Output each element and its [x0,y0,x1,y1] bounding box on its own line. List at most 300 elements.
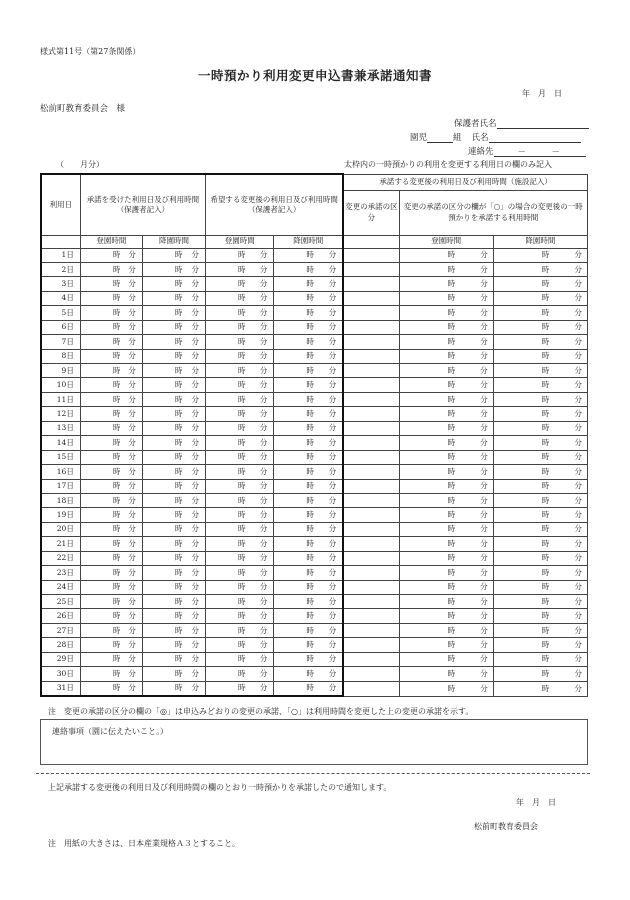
desired-departure-cell[interactable]: 時 分 [274,392,343,406]
desired-departure-cell[interactable]: 時 分 [274,551,343,565]
table-row [41,306,588,320]
facility-arrival-cell[interactable]: 時 分 [399,262,493,276]
facility-departure-cell[interactable]: 時 分 [493,421,587,435]
desired-departure-cell[interactable]: 時 分 [274,623,343,637]
facility-departure-cell[interactable]: 時 分 [493,551,587,565]
facility-departure-cell[interactable]: 時 分 [493,364,587,378]
day-label: 28日 [41,638,80,652]
facility-arrival-cell[interactable]: 時 分 [399,623,493,637]
desired-departure-cell[interactable]: 時 分 [274,291,343,305]
guardian-name-label: 保護者氏名 [454,119,497,129]
category-cell[interactable] [343,248,399,262]
day-label: 7日 [41,335,80,349]
facility-departure-cell[interactable]: 時 分 [493,277,587,291]
facility-arrival-cell[interactable]: 時 分 [399,551,493,565]
category-cell[interactable] [343,681,399,696]
desired-arrival-cell[interactable]: 時 分 [206,537,274,551]
approved-departure-cell[interactable]: 時 分 [142,681,205,696]
facility-arrival-cell[interactable]: 時 分 [399,436,493,450]
desired-arrival-cell[interactable]: 時 分 [206,638,274,652]
approved-departure-cell[interactable]: 時 分 [142,508,205,522]
category-cell[interactable] [343,551,399,565]
approved-departure-cell[interactable]: 時 分 [142,421,205,435]
approved-arrival-cell[interactable]: 時 分 [80,537,142,551]
approved-departure-cell[interactable]: 時 分 [142,623,205,637]
table-row [41,248,588,262]
category-cell[interactable] [343,364,399,378]
facility-arrival-cell[interactable]: 時 分 [399,580,493,594]
day-label: 29日 [41,652,80,666]
facility-departure-cell[interactable]: 時 分 [493,638,587,652]
desired-departure-cell[interactable]: 時 分 [274,378,343,392]
desired-arrival-cell[interactable]: 時 分 [206,479,274,493]
facility-departure-cell[interactable]: 時 分 [493,522,587,536]
desired-departure-cell[interactable]: 時 分 [274,638,343,652]
facility-departure-cell[interactable]: 時 分 [493,566,587,580]
approved-arrival-cell[interactable]: 時 分 [80,522,142,536]
approved-arrival-cell[interactable]: 時 分 [80,349,142,363]
approved-arrival-cell[interactable]: 時 分 [80,566,142,580]
table-row [41,623,588,637]
approved-arrival-cell[interactable]: 時 分 [80,306,142,320]
desired-arrival-cell[interactable]: 時 分 [206,580,274,594]
table-row [41,465,588,479]
desired-departure-cell[interactable]: 時 分 [274,479,343,493]
approved-departure-cell[interactable]: 時 分 [142,638,205,652]
facility-departure-cell[interactable]: 時 分 [493,407,587,421]
contact-separator-1: － [517,148,527,158]
facility-departure-cell[interactable]: 時 分 [493,580,587,594]
category-cell[interactable] [343,465,399,479]
approved-arrival-cell[interactable]: 時 分 [80,479,142,493]
desired-departure-cell[interactable]: 時 分 [274,667,343,681]
issuer: 松前町教育委員会 [474,822,538,831]
desired-arrival-cell[interactable]: 時 分 [206,436,274,450]
approved-arrival-cell[interactable]: 時 分 [80,392,142,406]
table-row [41,291,588,305]
approved-arrival-cell[interactable]: 時 分 [80,335,142,349]
subheader-blank [41,235,80,248]
desired-departure-cell[interactable]: 時 分 [274,262,343,276]
desired-arrival-cell[interactable]: 時 分 [206,277,274,291]
table-row [41,580,588,594]
category-cell[interactable] [343,508,399,522]
approved-departure-cell[interactable]: 時 分 [142,493,205,507]
category-cell[interactable] [343,277,399,291]
category-cell[interactable] [343,479,399,493]
note-paper-size: 注 用紙の大きさは、日本産業規格Ａ３とすること。 [48,839,240,848]
desired-departure-cell[interactable]: 時 分 [274,522,343,536]
desired-departure-cell[interactable]: 時 分 [274,335,343,349]
facility-arrival-cell[interactable]: 時 分 [399,392,493,406]
facility-departure-cell[interactable]: 時 分 [493,349,587,363]
desired-arrival-cell[interactable]: 時 分 [206,306,274,320]
category-cell[interactable] [343,349,399,363]
desired-arrival-cell[interactable]: 時 分 [206,595,274,609]
day-label: 15日 [41,450,80,464]
desired-arrival-cell[interactable]: 時 分 [206,392,274,406]
facility-departure-cell[interactable]: 時 分 [493,595,587,609]
day-label: 9日 [41,364,80,378]
day-label: 31日 [41,681,80,696]
table-row [41,681,588,696]
facility-departure-cell[interactable]: 時 分 [493,537,587,551]
category-cell[interactable] [343,623,399,637]
category-cell[interactable] [343,392,399,406]
facility-arrival-cell[interactable]: 時 分 [399,638,493,652]
table-row [41,522,588,536]
approved-arrival-cell[interactable]: 時 分 [80,262,142,276]
subheader-departure-1: 降園時間 [142,235,205,248]
facility-departure-cell[interactable]: 時 分 [493,392,587,406]
table-row [41,320,588,334]
approved-departure-cell[interactable]: 時 分 [142,364,205,378]
table-row [41,479,588,493]
facility-departure-cell[interactable]: 時 分 [493,450,587,464]
approved-arrival-cell[interactable]: 時 分 [80,291,142,305]
facility-departure-cell[interactable]: 時 分 [493,681,587,696]
facility-arrival-cell[interactable]: 時 分 [399,421,493,435]
facility-arrival-cell[interactable]: 時 分 [399,378,493,392]
facility-arrival-cell[interactable]: 時 分 [399,306,493,320]
facility-arrival-cell[interactable]: 時 分 [399,522,493,536]
facility-arrival-cell[interactable]: 時 分 [399,493,493,507]
approved-arrival-cell[interactable]: 時 分 [80,450,142,464]
table-row [41,407,588,421]
facility-arrival-cell[interactable]: 時 分 [399,291,493,305]
desired-departure-cell[interactable]: 時 分 [274,465,343,479]
approved-departure-cell[interactable]: 時 分 [142,551,205,565]
table-row [41,450,588,464]
day-label: 25日 [41,595,80,609]
desired-departure-cell[interactable]: 時 分 [274,508,343,522]
table-row [41,652,588,666]
facility-arrival-cell[interactable]: 時 分 [399,335,493,349]
approved-departure-cell[interactable]: 時 分 [142,522,205,536]
facility-departure-cell[interactable]: 時 分 [493,623,587,637]
facility-arrival-cell[interactable]: 時 分 [399,479,493,493]
approved-arrival-cell[interactable]: 時 分 [80,667,142,681]
category-cell[interactable] [343,493,399,507]
category-cell[interactable] [343,421,399,435]
category-cell[interactable] [343,335,399,349]
approved-departure-cell[interactable]: 時 分 [142,450,205,464]
approved-arrival-cell[interactable]: 時 分 [80,320,142,334]
desired-arrival-cell[interactable]: 時 分 [206,465,274,479]
desired-arrival-cell[interactable]: 時 分 [206,349,274,363]
subheader-category-blank [343,235,399,248]
desired-departure-cell[interactable]: 時 分 [274,450,343,464]
desired-departure-cell[interactable]: 時 分 [274,407,343,421]
approved-departure-cell[interactable]: 時 分 [142,378,205,392]
day-label: 2日 [41,262,80,276]
approved-arrival-cell[interactable]: 時 分 [80,248,142,262]
facility-departure-cell[interactable]: 時 分 [493,479,587,493]
approved-departure-cell[interactable]: 時 分 [142,465,205,479]
facility-departure-cell[interactable]: 時 分 [493,465,587,479]
desired-departure-cell[interactable]: 時 分 [274,609,343,623]
header-category: 変更の承諾の区分 [343,190,399,235]
day-label: 1日 [41,248,80,262]
desired-departure-cell[interactable]: 時 分 [274,580,343,594]
facility-departure-cell[interactable]: 時 分 [493,248,587,262]
table-row [41,378,588,392]
approved-departure-cell[interactable]: 時 分 [142,595,205,609]
desired-departure-cell[interactable]: 時 分 [274,320,343,334]
facility-departure-cell[interactable]: 時 分 [493,291,587,305]
facility-arrival-cell[interactable]: 時 分 [399,364,493,378]
desired-arrival-cell[interactable]: 時 分 [206,609,274,623]
approved-departure-cell[interactable]: 時 分 [142,609,205,623]
day-label: 21日 [41,537,80,551]
desired-arrival-cell[interactable]: 時 分 [206,522,274,536]
day-label: 30日 [41,667,80,681]
desired-arrival-cell[interactable]: 時 分 [206,291,274,305]
desired-arrival-cell[interactable]: 時 分 [206,378,274,392]
day-label: 18日 [41,493,80,507]
category-cell[interactable] [343,306,399,320]
guardian-name-field [454,117,589,129]
category-cell[interactable] [343,262,399,276]
desired-arrival-cell[interactable]: 時 分 [206,652,274,666]
category-cell[interactable] [343,609,399,623]
facility-arrival-cell[interactable]: 時 分 [399,609,493,623]
addressee: 松前町教育委員会 様 [40,104,126,114]
facility-arrival-cell[interactable]: 時 分 [399,508,493,522]
facility-departure-cell[interactable]: 時 分 [493,306,587,320]
desired-arrival-cell[interactable]: 時 分 [206,248,274,262]
guardian-name-line[interactable] [497,119,589,129]
category-cell[interactable] [343,522,399,536]
approved-arrival-cell[interactable]: 時 分 [80,508,142,522]
table-row [41,537,588,551]
memo-label: 連絡事項（園に伝えたいこと。） [52,727,168,736]
desired-departure-cell[interactable]: 時 分 [274,364,343,378]
contact-line[interactable] [494,147,586,157]
day-label: 19日 [41,508,80,522]
approved-departure-cell[interactable]: 時 分 [142,407,205,421]
desired-arrival-cell[interactable]: 時 分 [206,320,274,334]
facility-arrival-cell[interactable]: 時 分 [399,566,493,580]
approved-departure-cell[interactable]: 時 分 [142,537,205,551]
facility-departure-cell[interactable]: 時 分 [493,378,587,392]
submission-date: 年 月 日 [522,89,562,98]
desired-departure-cell[interactable]: 時 分 [274,306,343,320]
category-cell[interactable] [343,638,399,652]
header-time-change: 変更の承諾の区分の欄が「○」の場合の変更後の一時預かりを承諾する利用時間 [399,190,587,235]
approved-arrival-cell[interactable]: 時 分 [80,638,142,652]
desired-arrival-cell[interactable]: 時 分 [206,681,274,696]
child-name-label: 氏名 [471,133,489,143]
table-row [41,436,588,450]
instruction-text: 太枠内の一時預かりの利用を変更する利用日の欄のみ記入 [344,160,552,169]
table-row [41,335,588,349]
desired-departure-cell[interactable]: 時 分 [274,566,343,580]
table-row [41,364,588,378]
document-title: 一時預かり利用変更申込書兼承諾通知書 [197,68,432,83]
approved-arrival-cell[interactable]: 時 分 [80,652,142,666]
desired-arrival-cell[interactable]: 時 分 [206,566,274,580]
approved-arrival-cell[interactable]: 時 分 [80,609,142,623]
day-label: 22日 [41,551,80,565]
desired-arrival-cell[interactable]: 時 分 [206,364,274,378]
facility-departure-cell[interactable]: 時 分 [493,609,587,623]
approved-arrival-cell[interactable]: 時 分 [80,277,142,291]
approved-arrival-cell[interactable]: 時 分 [80,436,142,450]
facility-departure-cell[interactable]: 時 分 [493,335,587,349]
facility-departure-cell[interactable]: 時 分 [493,667,587,681]
facility-departure-cell[interactable]: 時 分 [493,320,587,334]
desired-arrival-cell[interactable]: 時 分 [206,407,274,421]
facility-departure-cell[interactable]: 時 分 [493,508,587,522]
facility-arrival-cell[interactable]: 時 分 [399,652,493,666]
approved-arrival-cell[interactable]: 時 分 [80,378,142,392]
table-row [41,508,588,522]
form-number: 様式第11号（第27条関係） [40,47,141,56]
desired-departure-cell[interactable]: 時 分 [274,595,343,609]
child-class-line[interactable] [427,133,453,143]
category-cell[interactable] [343,667,399,681]
category-cell[interactable] [343,537,399,551]
approved-arrival-cell[interactable]: 時 分 [80,421,142,435]
cut-line [36,773,590,774]
approved-arrival-cell[interactable]: 時 分 [80,623,142,637]
approved-departure-cell[interactable]: 時 分 [142,291,205,305]
day-label: 14日 [41,436,80,450]
approved-departure-cell[interactable]: 時 分 [142,248,205,262]
day-label: 8日 [41,349,80,363]
category-cell[interactable] [343,407,399,421]
facility-arrival-cell[interactable]: 時 分 [399,450,493,464]
desired-departure-cell[interactable]: 時 分 [274,248,343,262]
approved-arrival-cell[interactable]: 時 分 [80,407,142,421]
category-cell[interactable] [343,436,399,450]
desired-arrival-cell[interactable]: 時 分 [206,421,274,435]
day-label: 12日 [41,407,80,421]
approved-departure-cell[interactable]: 時 分 [142,349,205,363]
desired-departure-cell[interactable]: 時 分 [274,493,343,507]
approved-arrival-cell[interactable]: 時 分 [80,551,142,565]
approved-arrival-cell[interactable]: 時 分 [80,595,142,609]
desired-arrival-cell[interactable]: 時 分 [206,262,274,276]
day-label: 20日 [41,522,80,536]
desired-departure-cell[interactable]: 時 分 [274,681,343,696]
header-desired: 希望する変更後の利用日及び利用時間（保護者記入） [206,174,344,235]
category-cell[interactable] [343,291,399,305]
approved-departure-cell[interactable]: 時 分 [142,262,205,276]
approved-arrival-cell[interactable]: 時 分 [80,493,142,507]
approved-departure-cell[interactable]: 時 分 [142,306,205,320]
approved-departure-cell[interactable]: 時 分 [142,277,205,291]
schedule-table [40,173,588,697]
child-name-line[interactable] [489,133,581,143]
subheader-arrival-1: 登園時間 [80,235,142,248]
approved-arrival-cell[interactable]: 時 分 [80,580,142,594]
approved-departure-cell[interactable]: 時 分 [142,580,205,594]
table-row [41,277,588,291]
desired-arrival-cell[interactable]: 時 分 [206,623,274,637]
category-cell[interactable] [343,580,399,594]
category-cell[interactable] [343,450,399,464]
approved-departure-cell[interactable]: 時 分 [142,566,205,580]
day-label: 3日 [41,277,80,291]
facility-arrival-cell[interactable]: 時 分 [399,465,493,479]
category-cell[interactable] [343,378,399,392]
desired-departure-cell[interactable]: 時 分 [274,436,343,450]
desired-arrival-cell[interactable]: 時 分 [206,667,274,681]
category-cell[interactable] [343,320,399,334]
approved-departure-cell[interactable]: 時 分 [142,320,205,334]
category-cell[interactable] [343,566,399,580]
approved-departure-cell[interactable]: 時 分 [142,436,205,450]
category-cell[interactable] [343,652,399,666]
facility-arrival-cell[interactable]: 時 分 [399,320,493,334]
approved-departure-cell[interactable]: 時 分 [142,667,205,681]
day-label: 23日 [41,566,80,580]
day-label: 4日 [41,291,80,305]
subheader-departure-2: 降園時間 [274,235,343,248]
approved-departure-cell[interactable]: 時 分 [142,335,205,349]
desired-departure-cell[interactable]: 時 分 [274,277,343,291]
facility-arrival-cell[interactable]: 時 分 [399,277,493,291]
table-row [41,551,588,565]
facility-arrival-cell[interactable]: 時 分 [399,595,493,609]
approval-text: 上記承諾する変更後の利用日及び利用時間の欄のとおり一時預かりを承諾したので通知します。 [48,783,392,792]
contact-field [468,145,586,157]
table-row [41,638,588,652]
header-day: 利用日 [41,174,80,235]
approved-arrival-cell[interactable]: 時 分 [80,364,142,378]
facility-departure-cell[interactable]: 時 分 [493,262,587,276]
day-label: 24日 [41,580,80,594]
facility-arrival-cell[interactable]: 時 分 [399,681,493,696]
table-row [41,262,588,276]
approved-departure-cell[interactable]: 時 分 [142,479,205,493]
facility-arrival-cell[interactable]: 時 分 [399,537,493,551]
day-label: 16日 [41,465,80,479]
desired-departure-cell[interactable]: 時 分 [274,537,343,551]
contact-separator-2: － [551,148,561,158]
approved-departure-cell[interactable]: 時 分 [142,392,205,406]
desired-arrival-cell[interactable]: 時 分 [206,450,274,464]
header-facility: 承諾する変更後の利用日及び利用時間（施設記入） [343,174,587,190]
facility-departure-cell[interactable]: 時 分 [493,436,587,450]
desired-arrival-cell[interactable]: 時 分 [206,335,274,349]
facility-arrival-cell[interactable]: 時 分 [399,349,493,363]
day-label: 11日 [41,392,80,406]
desired-arrival-cell[interactable]: 時 分 [206,493,274,507]
category-cell[interactable] [343,595,399,609]
facility-departure-cell[interactable]: 時 分 [493,652,587,666]
facility-departure-cell[interactable]: 時 分 [493,493,587,507]
facility-arrival-cell[interactable]: 時 分 [399,407,493,421]
desired-arrival-cell[interactable]: 時 分 [206,551,274,565]
approved-arrival-cell[interactable]: 時 分 [80,465,142,479]
facility-arrival-cell[interactable]: 時 分 [399,667,493,681]
desired-arrival-cell[interactable]: 時 分 [206,508,274,522]
facility-arrival-cell[interactable]: 時 分 [399,248,493,262]
approved-arrival-cell[interactable]: 時 分 [80,681,142,696]
subheader-arrival-3: 登園時間 [399,235,493,248]
table-row [41,493,588,507]
day-label: 17日 [41,479,80,493]
table-row [41,595,588,609]
table-row [41,349,588,363]
desired-departure-cell[interactable]: 時 分 [274,349,343,363]
approved-departure-cell[interactable]: 時 分 [142,652,205,666]
desired-departure-cell[interactable]: 時 分 [274,652,343,666]
desired-departure-cell[interactable]: 時 分 [274,421,343,435]
